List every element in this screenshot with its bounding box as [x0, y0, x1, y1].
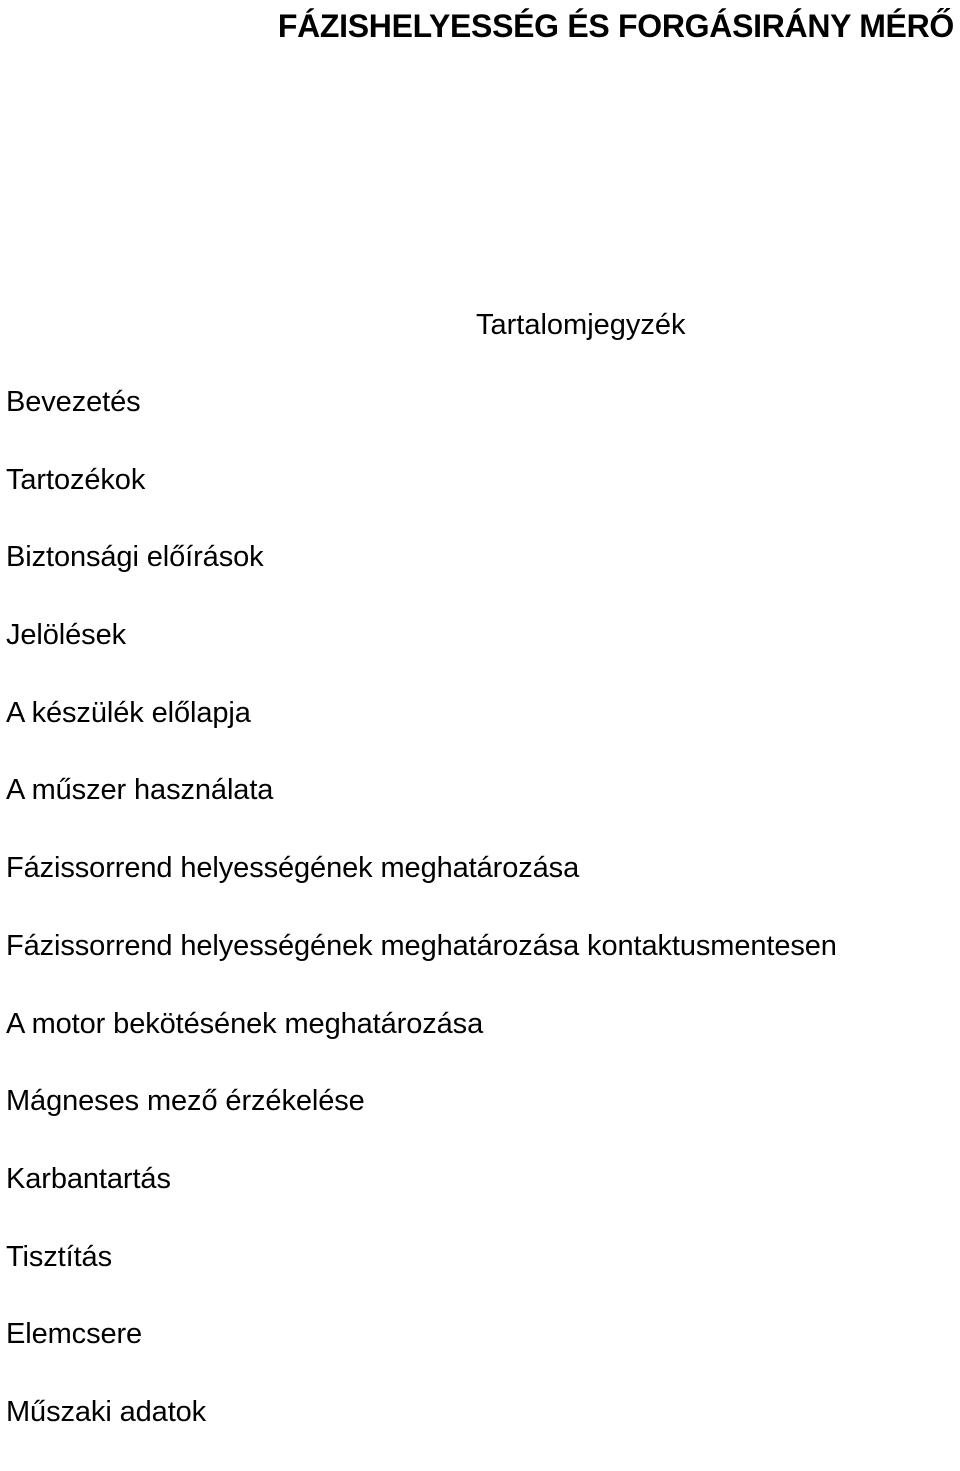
toc-item-karbantartas[interactable]: Karbantartás [6, 1162, 171, 1195]
document-title: FÁZISHELYESSÉG ÉS FORGÁSIRÁNY MÉRŐ [277, 8, 954, 44]
toc-heading: Tartalomjegyzék [476, 309, 686, 341]
toc-item-motor-bekotese[interactable]: A motor bekötésének meghatározása [6, 1007, 484, 1040]
toc-item-tisztitas[interactable]: Tisztítás [6, 1240, 112, 1273]
toc-item-elemcsere[interactable]: Elemcsere [6, 1318, 143, 1351]
toc-item-magneses-mezo[interactable]: Mágneses mező érzékelése [6, 1085, 365, 1118]
toc-item-fazissorrend-kontaktusmentesen[interactable]: Fázissorrend helyességének meghatározása kontaktusmentesen [6, 929, 837, 962]
toc-item-biztonsagi-eloirasok[interactable]: Biztonsági előírások [6, 541, 264, 574]
toc-item-muszaki-adatok[interactable]: Műszaki adatok [6, 1395, 207, 1428]
toc-item-bevezetes[interactable]: Bevezetés [6, 386, 141, 418]
toc-item-keszulek-elolapja[interactable]: A készülék előlapja [6, 696, 251, 729]
toc-list [6, 383, 956, 1471]
toc-item-jelolesek[interactable]: Jelölések [6, 619, 126, 652]
toc-item-muszer-hasznalata[interactable]: A műszer használata [6, 774, 274, 807]
toc-item-fazissorrend[interactable]: Fázissorrend helyességének meghatározása [6, 852, 580, 885]
toc-item-tartozekok[interactable]: Tartozékok [6, 463, 146, 496]
